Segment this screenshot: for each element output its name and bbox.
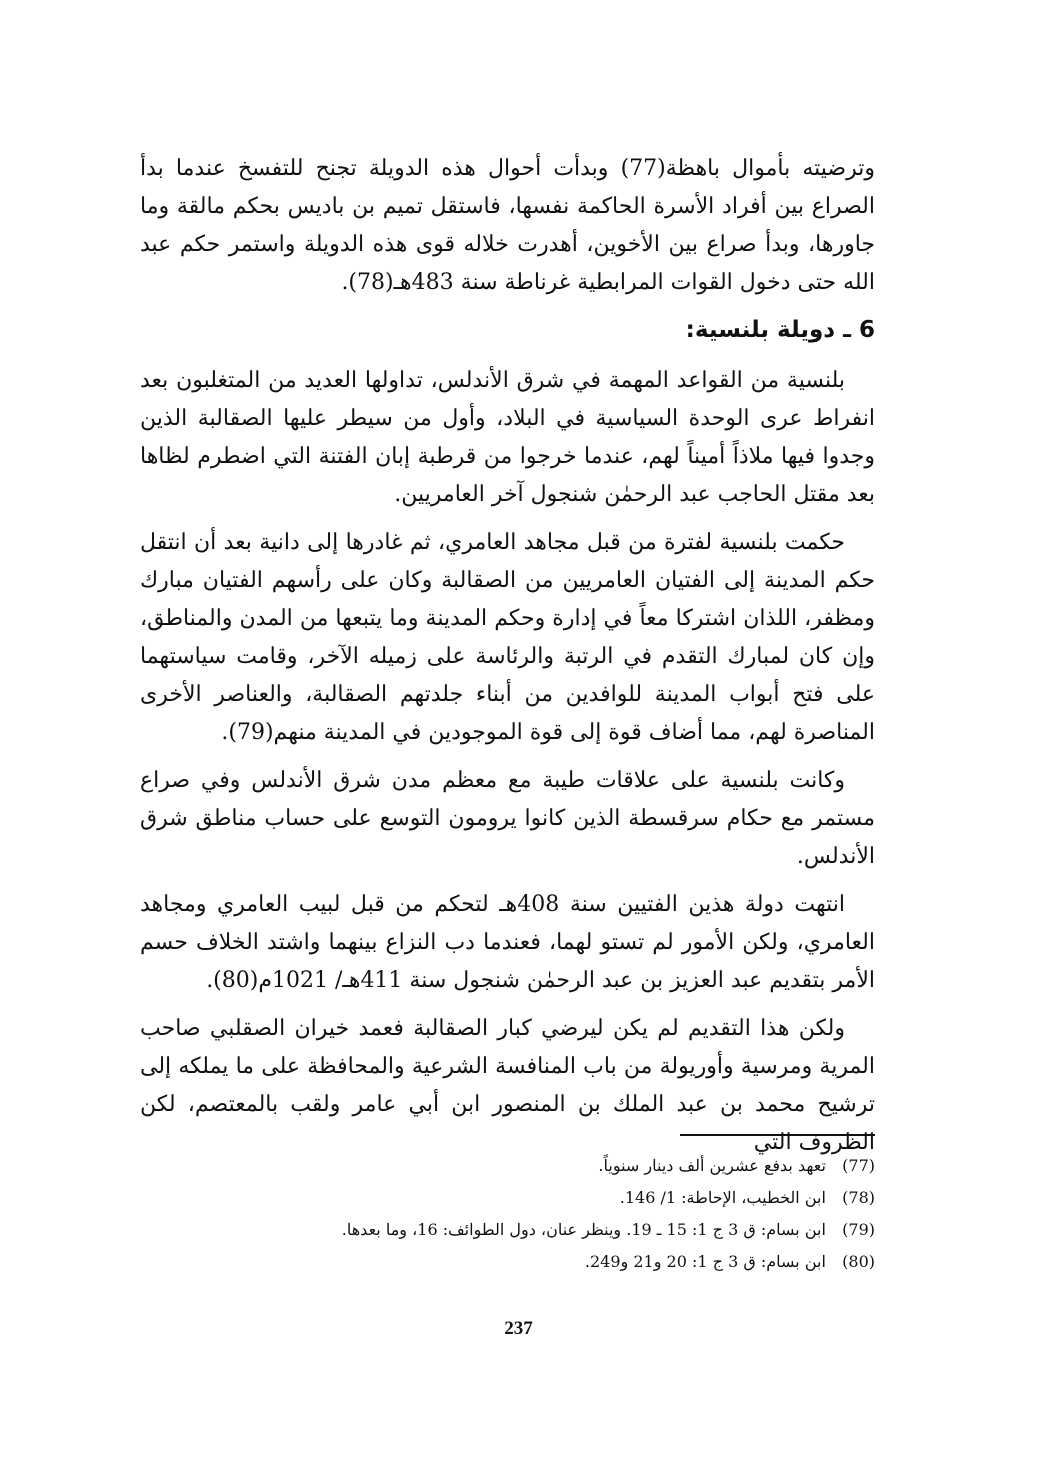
footnote [140,1150,875,1182]
intro-paragraph: وترضيته بأموال باهظة(77) وبدأت أحوال هذه الدويلة تجنح للتفسخ عندما بدأ الصراع بين أفراد الأسرة الحاكمة نفسها، فاستقل تميم بن باديس بحكم مالقة وما جاورها، وبدأ صراع بين الأخوين، أهدرت خلاله قوى هذه الدويلة واستمر حكم عبد الله حتى دخول القوات المرابطية غرناطة سنة 483هـ(78). [140,156,875,295]
paragraph-5: ولكن هذا التقديم لم يكن ليرضي كبار الصقالبة فعمد خيران الصقلبي صاحب المرية ومرسية وأوريولة من باب المنافسة الشرعية والمحافظة على ما يملكه إلى ترشيح محمد بن عبد الملك بن المنصور ابن أبي عامر ولقب بالمعتصم، لكن الظروف التي [140,1016,875,1155]
paragraph-3: وكانت بلنسية على علاقات طيبة مع معظم مدن شرق الأندلس وفي صراع مستمر مع حكام سرقسطة الذين كانوا يرومون التوسع على حساب مناطق شرق الأندلس. [140,768,875,869]
footnotes [140,1150,875,1278]
page-number: 237 [504,1318,533,1339]
footnote-number: (79) [842,1220,875,1239]
footnote-text: ابن الخطيب، الإحاطة: 1/ 146. [619,1188,826,1207]
footnote [140,1246,875,1278]
paragraph-2: حكمت بلنسية لفترة من قبل مجاهد العامري، ثم غادرها إلى دانية بعد أن انتقل حكم المدينة إلى الفتيان العامريين من الصقالبة وكان على رأسهم الفتيان مبارك ومظفر، اللذان اشتركا معاً في إدارة وحكم المدينة وما يتبعها من المدن والمناطق، وإن كان لمبارك التقدم في الرتبة والرئاسة على زميله الآخر، وقامت سياستهما على فتح أبواب المدينة للوافدين من أبناء جلدتهم الصقالبة، والعناصر الأخرى المناصرة لهم، مما أضاف قوة إلى قوة الموجودين في المدينة منهم(79). [140,530,875,745]
footnote [140,1214,875,1246]
paragraph-1: بلنسية من القواعد المهمة في شرق الأندلس، تداولها العديد من المتغلبون بعد انفراط عرى الوحدة السياسية في البلاد، وأول من سيطر عليها الصقالبة الذين وجدوا فيها ملاذاً أميناً لهم، عندما خرجوا من قرطبة إبان الفتنة التي اضطرم لظاها بعد مقتل الحاجب عبد الرحمٰن شنجول آخر العامريين. [140,368,875,507]
footnote-separator [680,1134,875,1136]
footnote [140,1182,875,1214]
footnote-text: تعهد بدفع عشرين ألف دينار سنوياً. [598,1156,826,1175]
footnote-number: (80) [842,1252,875,1271]
footnote-text: ابن بسام: ق 3 ج 1: 20 و21 و249. [584,1252,826,1271]
footnote-number: (77) [842,1156,875,1175]
footnote-text: ابن بسام: ق 3 ج 1: 15 ـ 19. وينظر عنان، دول الطوائف: 16، وما بعدها. [341,1220,826,1239]
page-body [140,150,875,1172]
paragraph-4: انتهت دولة هذين الفتيين سنة 408هـ لتحكم من قبل لبيب العامري ومجاهد العامري، ولكن الأمور لم تستو لهما، فعندما دب النزاع بينهما واشتد الخلاف حسم الأمر بتقديم عبد العزيز بن عبد الرحمٰن شنجول سنة 411هـ/ 1021م(80). [140,892,875,993]
section-heading: 6 ـ دويلة بلنسية: [685,317,875,343]
footnote-number: (78) [842,1188,875,1207]
